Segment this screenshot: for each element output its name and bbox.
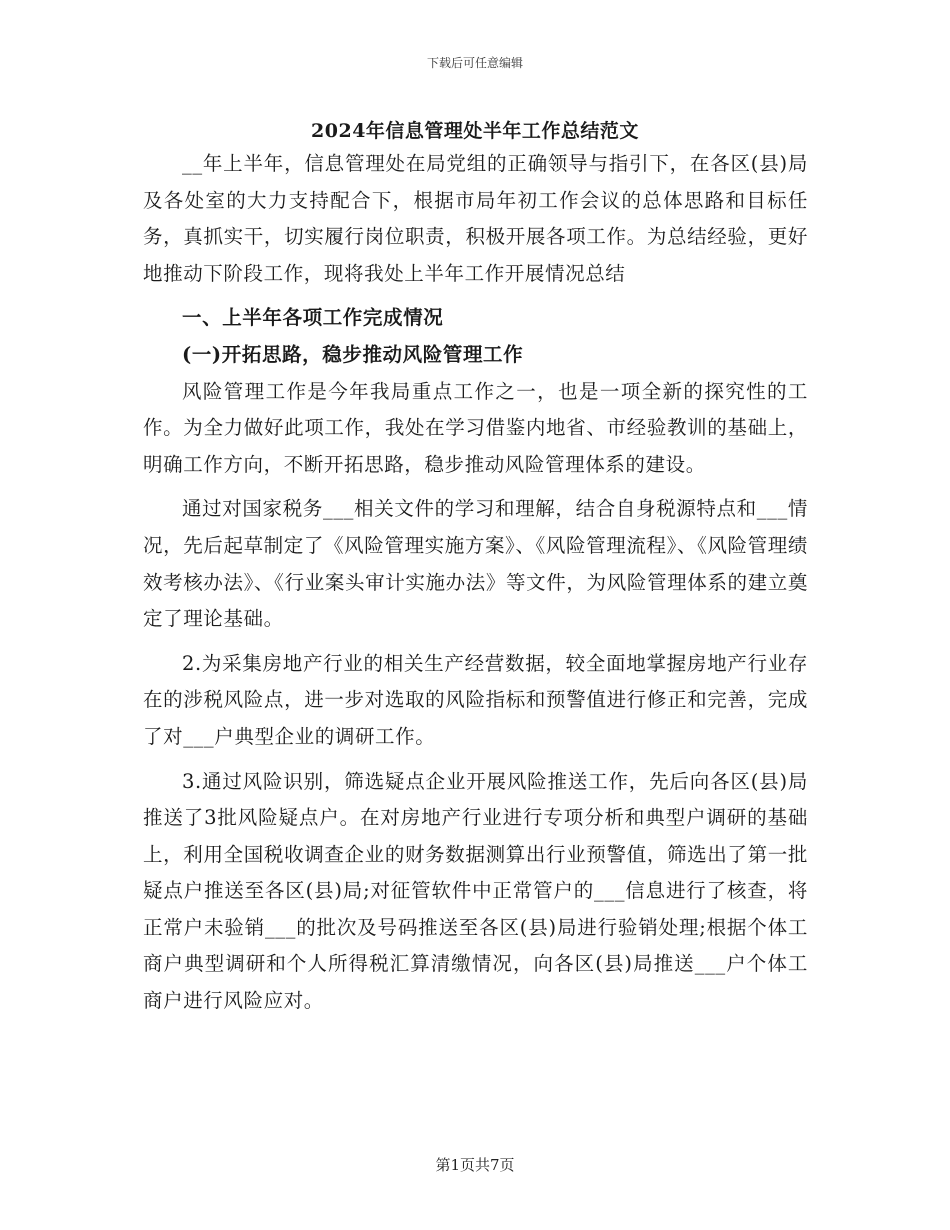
body-paragraph-4: 3.通过风险识别，筛选疑点企业开展风险推送工作，先后向各区(县)局推送了3批风险疑点户。在对房地产行业进行专项分析和典型户调研的基础上，利用全国税收调查企业的财务数据测算出行业预警值，筛选出了第一批疑点户推送至各区(县)局;对征管软件中正常管户的___信息进行了核查，将正常户未验销___的批次及号码推送至各区(县)局进行验销处理;根据个体工商户典型调研和个人所得税汇算清缴情况，向各区(县)局推送___户个体工商户进行风险应对。	[143, 769, 808, 1013]
document-body	[143, 146, 808, 1020]
page-footer: 第1页共7页	[435, 1156, 515, 1174]
intro-paragraph: __年上半年，信息管理处在局党组的正确领导与指引下，在各区(县)局及各处室的大力支持配合下，根据市局年初工作会议的总体思路和目标任务，真抓实干，切实履行岗位职责，积极开展各项工作。为总结经验，更好地推动下阶段工作，现将我处上半年工作开展情况总结	[143, 152, 808, 285]
body-paragraph-3: 2.为采集房地产行业的相关生产经营数据，较全面地掌握房地产行业存在的涉税风险点，进一步对选取的风险指标和预警值进行修正和完善，完成了对___户典型企业的调研工作。	[143, 651, 808, 748]
body-paragraph-1: 风险管理工作是今年我局重点工作之一，也是一项全新的探究性的工作。为全力做好此项工作，我处在学习借鉴内地省、市经验教训的基础上，明确工作方向，不断开拓思路，稳步推动风险管理体系的建设。	[143, 379, 808, 476]
section-heading: 一、上半年各项工作完成情况	[182, 306, 444, 330]
body-paragraph-2: 通过对国家税务___相关文件的学习和理解，结合自身税源特点和___情况，先后起草制定了《风险管理实施方案》、《风险管理流程》、《风险管理绩效考核办法》、《行业案头审计实施办法》等文件，为风险管理体系的建立奠定了理论基础。	[143, 497, 808, 631]
subsection-heading: (一)开拓思路，稳步推动风险管理工作	[182, 342, 524, 366]
header-note: 下载后可任意编辑	[426, 56, 523, 70]
document-title: 2024年信息管理处半年工作总结范文	[311, 120, 639, 142]
